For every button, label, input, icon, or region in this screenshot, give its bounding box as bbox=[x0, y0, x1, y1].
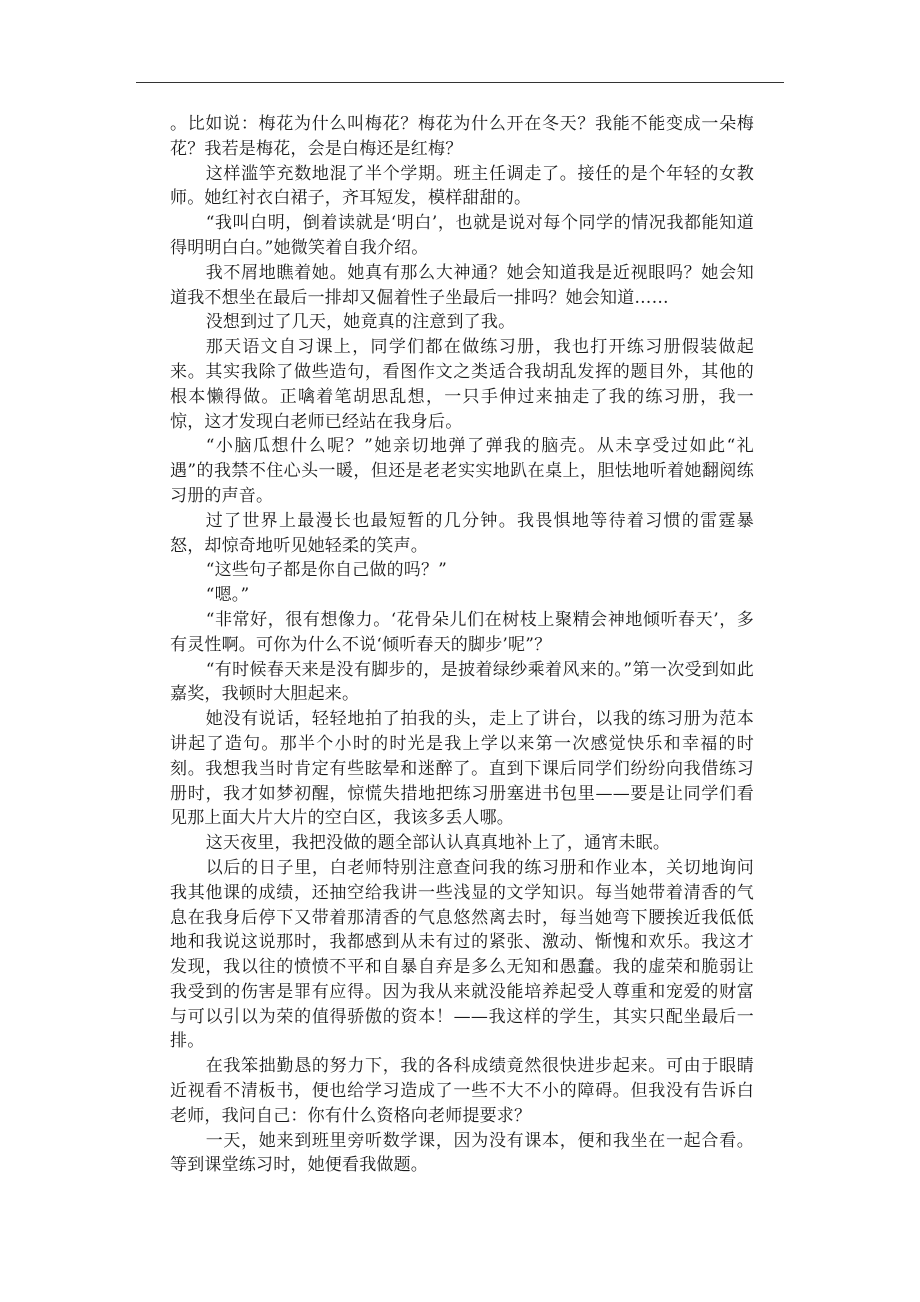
paragraph-13: 她没有说话，轻轻地拍了拍我的头，走上了讲台，以我的练习册为范本讲起了造句。那半个小时的时光是我上学以来第一次感觉快乐和幸福的时刻。我想我当时肯定有些眩晕和迷醉了。直到下课后同学们纷纷向我借练习册时，我才如梦初醒，惊慌失措地把练习册塞进书包里——要是让同学们看见那上面大片大片的空白区，我该多丢人哪。 bbox=[170, 709, 754, 829]
paragraph-9: “这些句子都是你自己做的吗？” bbox=[205, 560, 448, 581]
paragraph-17: 一天，她来到班里旁听数学课，因为没有课本，便和我坐在一起合看。等到课堂练习时，她便看我做题。 bbox=[170, 1130, 754, 1176]
paragraph-6: 那天语文自习课上，同学们都在做练习册，我也打开练习册假装做起来。其实我除了做些造句，看图作文之类适合我胡乱发挥的题目外，其他的根本懒得做。正噙着笔胡思乱想，一只手伸过来抽走了我的练习册，我一惊，这才发现白老师已经站在我身后。 bbox=[170, 337, 754, 432]
paragraph-4: 我不屑地瞧着她。她真有那么大神通？她会知道我是近视眼吗？她会知道我不想坐在最后一排却又倔着性子坐最后一排吗？她会知道…… bbox=[170, 262, 754, 308]
paragraph-5: 没想到过了几天，她竟真的注意到了我。 bbox=[205, 312, 516, 333]
paragraph-1: 。比如说：梅花为什么叫梅花？梅花为什么开在冬天？我能不能变成一朵梅花？我若是梅花，会是白梅还是红梅？ bbox=[170, 114, 754, 159]
paragraph-3: “我叫白明，倒着读就是‘明白’，也就是说对每个同学的情况我都能知道得明明白白。”她微笑着自我介绍。 bbox=[170, 213, 754, 258]
paragraph-11: “非常好，很有想像力。‘花骨朵儿们在树枝上聚精会神地倾听春天’，多有灵性啊。可你为什么不说‘倾听春天的脚步’呢”？ bbox=[170, 609, 754, 655]
paragraph-16: 在我笨拙勤恳的努力下，我的各科成绩竟然很快进步起来。可由于眼睛近视看不清板书，便也给学习造成了一些不大不小的障碍。但我没有告诉白老师，我问自己：你有什么资格向老师提要求？ bbox=[170, 1056, 754, 1126]
article-body bbox=[170, 112, 754, 1178]
paragraph-12: “有时候春天来是没有脚步的，是披着绿纱乘着风来的。”第一次受到如此嘉奖，我顿时大胆起来。 bbox=[170, 659, 754, 705]
paragraph-15: 以后的日子里，白老师特别注意查问我的练习册和作业本，关切地询问我其他课的成绩，还抽空给我讲一些浅显的文学知识。每当她带着清香的气息在我身后停下又带着那清香的气息悠然离去时，每当她弯下腰挨近我低低地和我说这说那时，我都感到从未有过的紧张、激动、惭愧和欢乐。我这才发现，我以往的愤愤不平和自暴自弃是多么无知和愚蠢。我的虚荣和脆弱让我受到的伤害是罪有应得。因为我从来就没能培养起受人尊重和宠爱的财富与可以引以为荣的值得骄傲的资本！——我这样的学生，其实只配坐最后一排。 bbox=[170, 857, 754, 1052]
paragraph-8: 过了世界上最漫长也最短暂的几分钟。我畏惧地等待着习惯的雷霆暴怒，却惊奇地听见她轻柔的笑声。 bbox=[170, 510, 754, 556]
paragraph-10: “嗯。” bbox=[205, 585, 250, 606]
paragraph-14: 这天夜里，我把没做的题全部认认真真地补上了，通宵未眠。 bbox=[205, 833, 671, 854]
header-rule bbox=[136, 82, 784, 83]
paragraph-7: “小脑瓜想什么呢？”她亲切地弹了弹我的脑壳。从未享受过如此“礼遇”的我禁不住心头一暖，但还是老老实实地趴在桌上，胆怯地听着她翻阅练习册的声音。 bbox=[170, 436, 754, 506]
paragraph-2: 这样滥竽充数地混了半个学期。班主任调走了。接任的是个年轻的女教师。她红衬衣白裙子，齐耳短发，模样甜甜的。 bbox=[170, 163, 754, 209]
